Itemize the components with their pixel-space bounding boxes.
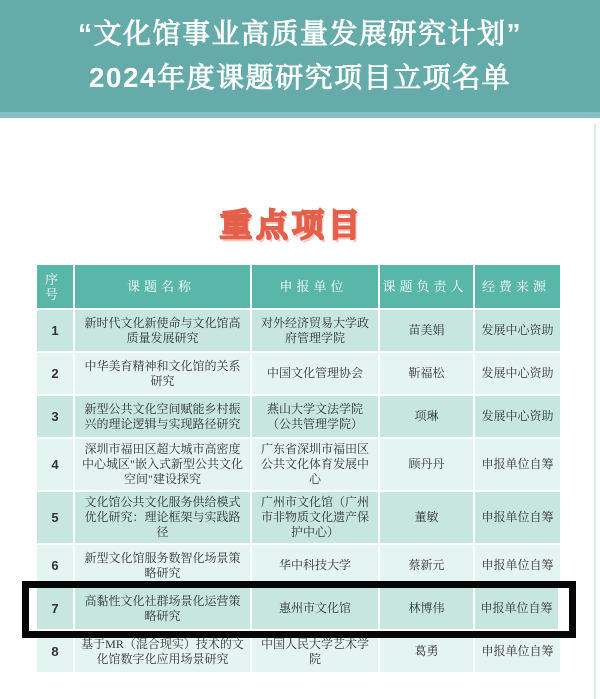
cell-no: 3 [37,396,75,439]
cell-leader: 顾丹丹 [380,439,475,492]
cell-title: 高黏性文化社群场景化运营策略研究 [75,588,252,631]
cell-title: 新型公共文化空间赋能乡村振兴的理论逻辑与实现路径研究 [75,396,252,439]
cell-leader: 靳福松 [380,353,475,396]
cell-leader: 林博伟 [380,588,475,631]
projects-table [37,265,560,674]
cell-unit: 燕山大学文法学院（公共管理学院） [252,396,380,439]
table-row [37,396,560,439]
cell-no: 1 [37,310,75,353]
cell-leader: 蔡新元 [380,545,475,588]
cell-leader: 项琳 [380,396,475,439]
cell-no: 8 [37,631,75,674]
cell-leader: 董敏 [380,492,475,545]
cell-no: 2 [37,353,75,396]
table-body [37,310,560,674]
cell-unit: 中国文化管理协会 [252,353,380,396]
cell-title: 基于MR（混合现实）技术的文化馆数字化应用场景研究 [75,631,252,674]
cell-funding: 申报单位自筹 [475,439,560,492]
table-row [37,631,560,674]
cell-funding: 发展中心资助 [475,396,560,439]
section-label: 重点项目 [219,207,364,243]
cell-title: 深圳市福田区超大城市高密度中心城区"嵌入式新型公共文化空间"建设探究 [75,439,252,492]
header-cell-leader: 课题负责人 [380,265,475,310]
table-row [37,588,560,631]
cell-funding: 发展中心资助 [475,310,560,353]
cell-no: 7 [37,588,75,631]
header-cell-funding: 经费来源 [475,265,560,310]
cell-title: 文化馆公共文化服务供给模式优化研究：理论框架与实践路径 [75,492,252,545]
cell-funding: 申报单位自筹 [475,631,560,674]
cell-title: 中华美育精神和文化馆的关系研究 [75,353,252,396]
cell-funding: 发展中心资助 [475,353,560,396]
cell-funding: 申报单位自筹 [475,588,560,631]
header-cell-no: 序号 [37,265,75,310]
cell-leader: 苗美娟 [380,310,475,353]
cell-unit: 华中科技大学 [252,545,380,588]
table-header-row [37,265,560,310]
table-row [37,353,560,396]
header-cell-title: 课题名称 [75,265,252,310]
cell-no: 6 [37,545,75,588]
table-row [37,492,560,545]
cell-leader: 葛勇 [380,631,475,674]
cell-title: 新型文化馆服务数智化场景策略研究 [75,545,252,588]
table-row [37,439,560,492]
cell-unit: 中国人民大学艺术学院 [252,631,380,674]
header-cell-unit: 申报单位 [252,265,380,310]
page-title-line2: 2024年度课题研究项目立项名单 [88,61,512,93]
page-title-line1: “文化馆事业高质量发展研究计划” [77,17,522,49]
cell-funding: 申报单位自筹 [475,545,560,588]
cell-unit: 对外经济贸易大学政府管理学院 [252,310,380,353]
page-edge-line [594,124,596,699]
cell-funding: 申报单位自筹 [475,492,560,545]
cell-unit: 广州市文化馆（广州市非物质文化遗产保护中心） [252,492,380,545]
cell-unit: 惠州市文化馆 [252,588,380,631]
table-row [37,545,560,588]
cell-no: 5 [37,492,75,545]
cell-unit: 广东省深圳市福田区公共文化体育发展中心 [252,439,380,492]
cell-title: 新时代文化新使命与文化馆高质量发展研究 [75,310,252,353]
cell-no: 4 [37,439,75,492]
title-banner [0,0,600,118]
table-row [37,310,560,353]
